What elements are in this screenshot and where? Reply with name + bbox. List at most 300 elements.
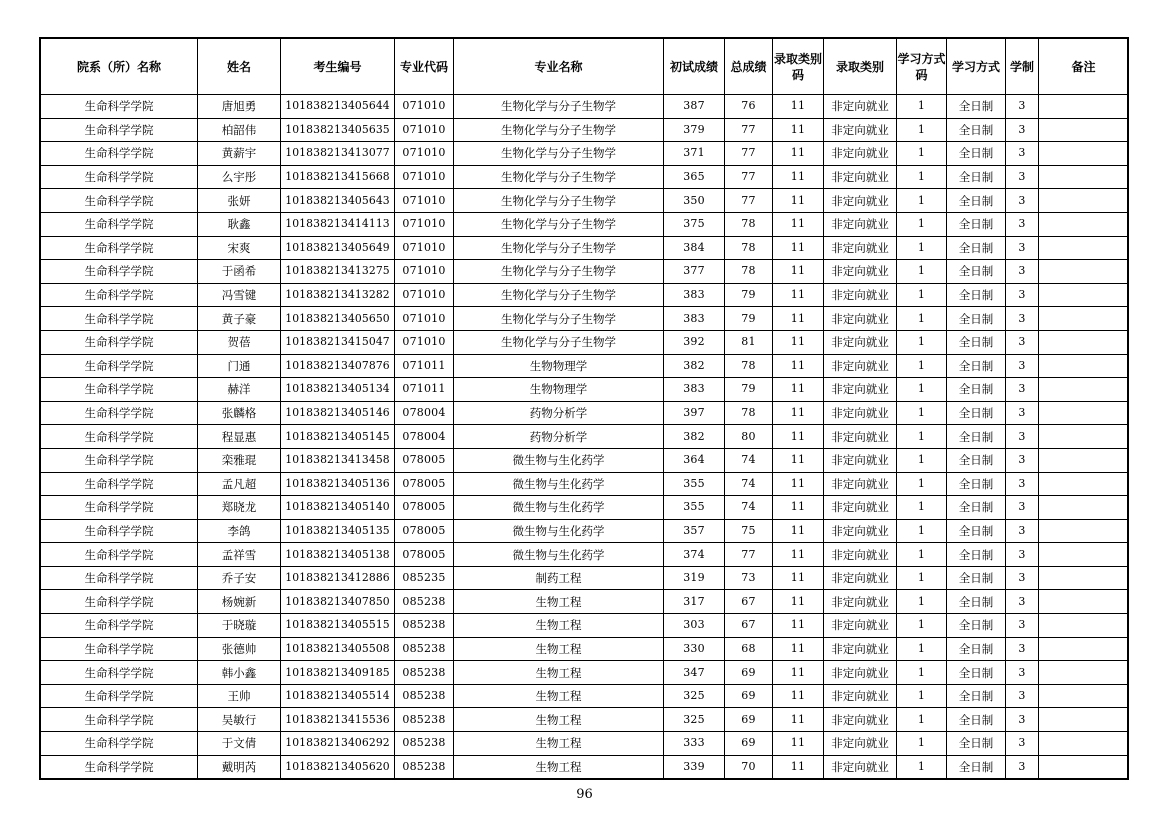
cell-prelim-score: 397 bbox=[664, 401, 725, 425]
cell-prelim-score: 365 bbox=[664, 165, 725, 189]
cell-major-name: 生物化学与分子生物学 bbox=[454, 260, 664, 284]
cell-admit-type-code: 11 bbox=[773, 732, 824, 756]
cell-remarks bbox=[1039, 708, 1129, 732]
cell-study-mode-code: 1 bbox=[897, 566, 947, 590]
cell-study-mode-code: 1 bbox=[897, 95, 947, 119]
cell-admit-type-code: 11 bbox=[773, 189, 824, 213]
cell-study-mode-code: 1 bbox=[897, 118, 947, 142]
cell-study-mode-code: 1 bbox=[897, 684, 947, 708]
cell-dept: 生命科学学院 bbox=[41, 283, 198, 307]
cell-major-name: 微生物与生化药学 bbox=[454, 448, 664, 472]
cell-total-score: 69 bbox=[725, 708, 773, 732]
cell-major-name: 生物工程 bbox=[454, 755, 664, 779]
cell-admit-type-code: 11 bbox=[773, 260, 824, 284]
cell-remarks bbox=[1039, 260, 1129, 284]
cell-name: 于文倩 bbox=[198, 732, 281, 756]
cell-duration: 3 bbox=[1006, 519, 1039, 543]
cell-total-score: 67 bbox=[725, 614, 773, 638]
table-row bbox=[41, 165, 1129, 189]
cell-dept: 生命科学学院 bbox=[41, 755, 198, 779]
cell-duration: 3 bbox=[1006, 590, 1039, 614]
cell-duration: 3 bbox=[1006, 401, 1039, 425]
cell-admit-type: 非定向就业 bbox=[824, 425, 897, 449]
cell-study-mode: 全日制 bbox=[947, 472, 1006, 496]
table-row bbox=[41, 189, 1129, 213]
cell-name: 孟祥雪 bbox=[198, 543, 281, 567]
cell-admit-type-code: 11 bbox=[773, 425, 824, 449]
cell-admit-type-code: 11 bbox=[773, 472, 824, 496]
cell-name: 冯雪键 bbox=[198, 283, 281, 307]
cell-study-mode: 全日制 bbox=[947, 448, 1006, 472]
cell-total-score: 79 bbox=[725, 307, 773, 331]
cell-major-name: 生物工程 bbox=[454, 684, 664, 708]
cell-dept: 生命科学学院 bbox=[41, 236, 198, 260]
col-header-admit-type: 录取类别 bbox=[824, 39, 897, 95]
cell-admit-type-code: 11 bbox=[773, 236, 824, 260]
cell-total-score: 78 bbox=[725, 236, 773, 260]
cell-major-code: 071010 bbox=[395, 165, 454, 189]
cell-dept: 生命科学学院 bbox=[41, 496, 198, 520]
cell-exam-id: 101838213405135 bbox=[281, 519, 395, 543]
cell-major-code: 078005 bbox=[395, 472, 454, 496]
cell-duration: 3 bbox=[1006, 142, 1039, 166]
table-row bbox=[41, 472, 1129, 496]
cell-duration: 3 bbox=[1006, 189, 1039, 213]
cell-duration: 3 bbox=[1006, 637, 1039, 661]
cell-exam-id: 101838213405514 bbox=[281, 684, 395, 708]
cell-name: 程显惠 bbox=[198, 425, 281, 449]
cell-admit-type: 非定向就业 bbox=[824, 708, 897, 732]
cell-total-score: 68 bbox=[725, 637, 773, 661]
cell-study-mode-code: 1 bbox=[897, 212, 947, 236]
table-row bbox=[41, 95, 1129, 119]
cell-total-score: 81 bbox=[725, 330, 773, 354]
cell-prelim-score: 364 bbox=[664, 448, 725, 472]
cell-study-mode-code: 1 bbox=[897, 708, 947, 732]
cell-admit-type-code: 11 bbox=[773, 590, 824, 614]
cell-name: 于晓璇 bbox=[198, 614, 281, 638]
cell-admit-type: 非定向就业 bbox=[824, 543, 897, 567]
cell-admit-type-code: 11 bbox=[773, 637, 824, 661]
cell-exam-id: 101838213409185 bbox=[281, 661, 395, 685]
cell-name: 于函希 bbox=[198, 260, 281, 284]
cell-name: 赫洋 bbox=[198, 378, 281, 402]
cell-study-mode: 全日制 bbox=[947, 260, 1006, 284]
cell-study-mode-code: 1 bbox=[897, 260, 947, 284]
cell-major-code: 078005 bbox=[395, 519, 454, 543]
cell-study-mode-code: 1 bbox=[897, 637, 947, 661]
cell-admit-type: 非定向就业 bbox=[824, 472, 897, 496]
cell-name: 李鸽 bbox=[198, 519, 281, 543]
cell-remarks bbox=[1039, 684, 1129, 708]
cell-exam-id: 101838213405650 bbox=[281, 307, 395, 331]
cell-study-mode: 全日制 bbox=[947, 590, 1006, 614]
table-row bbox=[41, 637, 1129, 661]
table-row bbox=[41, 543, 1129, 567]
cell-exam-id: 101838213405508 bbox=[281, 637, 395, 661]
cell-remarks bbox=[1039, 236, 1129, 260]
cell-major-name: 生物物理学 bbox=[454, 378, 664, 402]
cell-exam-id: 101838213405146 bbox=[281, 401, 395, 425]
cell-prelim-score: 325 bbox=[664, 684, 725, 708]
cell-major-code: 071010 bbox=[395, 212, 454, 236]
cell-name: 郑晓龙 bbox=[198, 496, 281, 520]
cell-admit-type-code: 11 bbox=[773, 661, 824, 685]
cell-total-score: 78 bbox=[725, 401, 773, 425]
cell-duration: 3 bbox=[1006, 732, 1039, 756]
cell-admit-type: 非定向就业 bbox=[824, 260, 897, 284]
cell-study-mode-code: 1 bbox=[897, 614, 947, 638]
cell-name: 贺蓓 bbox=[198, 330, 281, 354]
cell-major-name: 生物化学与分子生物学 bbox=[454, 307, 664, 331]
cell-major-name: 药物分析学 bbox=[454, 425, 664, 449]
cell-exam-id: 101838213412886 bbox=[281, 566, 395, 590]
col-header-major-name: 专业名称 bbox=[454, 39, 664, 95]
cell-major-name: 生物化学与分子生物学 bbox=[454, 118, 664, 142]
cell-study-mode-code: 1 bbox=[897, 401, 947, 425]
cell-admit-type-code: 11 bbox=[773, 354, 824, 378]
cell-dept: 生命科学学院 bbox=[41, 142, 198, 166]
cell-study-mode: 全日制 bbox=[947, 684, 1006, 708]
cell-name: 门通 bbox=[198, 354, 281, 378]
cell-total-score: 69 bbox=[725, 684, 773, 708]
cell-prelim-score: 379 bbox=[664, 118, 725, 142]
cell-prelim-score: 333 bbox=[664, 732, 725, 756]
cell-remarks bbox=[1039, 142, 1129, 166]
cell-total-score: 74 bbox=[725, 472, 773, 496]
table-row bbox=[41, 732, 1129, 756]
col-header-admit-type-code: 录取类别码 bbox=[773, 39, 824, 95]
cell-exam-id: 101838213415536 bbox=[281, 708, 395, 732]
cell-study-mode-code: 1 bbox=[897, 472, 947, 496]
cell-exam-id: 101838213405643 bbox=[281, 189, 395, 213]
cell-remarks bbox=[1039, 95, 1129, 119]
cell-study-mode: 全日制 bbox=[947, 142, 1006, 166]
cell-admit-type-code: 11 bbox=[773, 614, 824, 638]
table-row bbox=[41, 236, 1129, 260]
cell-remarks bbox=[1039, 448, 1129, 472]
cell-major-code: 071010 bbox=[395, 260, 454, 284]
cell-name: 韩小鑫 bbox=[198, 661, 281, 685]
table-row bbox=[41, 496, 1129, 520]
cell-admit-type: 非定向就业 bbox=[824, 165, 897, 189]
cell-prelim-score: 347 bbox=[664, 661, 725, 685]
cell-study-mode-code: 1 bbox=[897, 496, 947, 520]
cell-study-mode: 全日制 bbox=[947, 165, 1006, 189]
cell-admit-type: 非定向就业 bbox=[824, 684, 897, 708]
cell-admit-type: 非定向就业 bbox=[824, 236, 897, 260]
cell-exam-id: 101838213413275 bbox=[281, 260, 395, 284]
cell-study-mode: 全日制 bbox=[947, 283, 1006, 307]
cell-total-score: 77 bbox=[725, 189, 773, 213]
cell-name: 宋爽 bbox=[198, 236, 281, 260]
cell-admit-type: 非定向就业 bbox=[824, 614, 897, 638]
cell-dept: 生命科学学院 bbox=[41, 212, 198, 236]
cell-exam-id: 101838213413077 bbox=[281, 142, 395, 166]
cell-remarks bbox=[1039, 472, 1129, 496]
cell-study-mode: 全日制 bbox=[947, 354, 1006, 378]
cell-admit-type: 非定向就业 bbox=[824, 307, 897, 331]
cell-total-score: 75 bbox=[725, 519, 773, 543]
cell-duration: 3 bbox=[1006, 448, 1039, 472]
cell-name: 乔子安 bbox=[198, 566, 281, 590]
cell-major-code: 085238 bbox=[395, 614, 454, 638]
table-row bbox=[41, 755, 1129, 779]
cell-major-name: 生物工程 bbox=[454, 661, 664, 685]
cell-remarks bbox=[1039, 637, 1129, 661]
cell-prelim-score: 387 bbox=[664, 95, 725, 119]
admission-roster bbox=[40, 38, 1128, 779]
cell-study-mode-code: 1 bbox=[897, 661, 947, 685]
cell-total-score: 69 bbox=[725, 732, 773, 756]
cell-dept: 生命科学学院 bbox=[41, 566, 198, 590]
cell-remarks bbox=[1039, 590, 1129, 614]
table-row bbox=[41, 425, 1129, 449]
cell-admit-type: 非定向就业 bbox=[824, 590, 897, 614]
cell-name: 柏韶伟 bbox=[198, 118, 281, 142]
col-header-remarks: 备注 bbox=[1039, 39, 1129, 95]
table-body bbox=[41, 95, 1129, 779]
cell-name: 孟凡超 bbox=[198, 472, 281, 496]
cell-exam-id: 101838213405515 bbox=[281, 614, 395, 638]
table-row bbox=[41, 378, 1129, 402]
cell-major-code: 085238 bbox=[395, 732, 454, 756]
cell-study-mode: 全日制 bbox=[947, 401, 1006, 425]
cell-admit-type-code: 11 bbox=[773, 708, 824, 732]
cell-prelim-score: 383 bbox=[664, 283, 725, 307]
cell-major-name: 微生物与生化药学 bbox=[454, 519, 664, 543]
cell-dept: 生命科学学院 bbox=[41, 260, 198, 284]
col-header-study-mode: 学习方式 bbox=[947, 39, 1006, 95]
cell-prelim-score: 357 bbox=[664, 519, 725, 543]
cell-remarks bbox=[1039, 543, 1129, 567]
cell-remarks bbox=[1039, 354, 1129, 378]
cell-remarks bbox=[1039, 425, 1129, 449]
cell-total-score: 67 bbox=[725, 590, 773, 614]
cell-admit-type: 非定向就业 bbox=[824, 354, 897, 378]
cell-major-code: 085238 bbox=[395, 661, 454, 685]
cell-major-code: 071010 bbox=[395, 330, 454, 354]
cell-study-mode-code: 1 bbox=[897, 755, 947, 779]
cell-dept: 生命科学学院 bbox=[41, 354, 198, 378]
cell-admit-type-code: 11 bbox=[773, 401, 824, 425]
cell-major-name: 生物化学与分子生物学 bbox=[454, 95, 664, 119]
cell-exam-id: 101838213413458 bbox=[281, 448, 395, 472]
cell-study-mode: 全日制 bbox=[947, 95, 1006, 119]
table-row bbox=[41, 401, 1129, 425]
cell-major-name: 生物化学与分子生物学 bbox=[454, 283, 664, 307]
cell-remarks bbox=[1039, 165, 1129, 189]
cell-study-mode-code: 1 bbox=[897, 354, 947, 378]
cell-study-mode: 全日制 bbox=[947, 330, 1006, 354]
cell-total-score: 79 bbox=[725, 283, 773, 307]
cell-prelim-score: 319 bbox=[664, 566, 725, 590]
cell-total-score: 73 bbox=[725, 566, 773, 590]
col-header-major-code: 专业代码 bbox=[395, 39, 454, 95]
cell-exam-id: 101838213405635 bbox=[281, 118, 395, 142]
cell-name: 张德帅 bbox=[198, 637, 281, 661]
cell-study-mode: 全日制 bbox=[947, 425, 1006, 449]
cell-dept: 生命科学学院 bbox=[41, 189, 198, 213]
cell-duration: 3 bbox=[1006, 755, 1039, 779]
cell-major-code: 085238 bbox=[395, 590, 454, 614]
cell-major-name: 生物工程 bbox=[454, 732, 664, 756]
cell-prelim-score: 382 bbox=[664, 425, 725, 449]
cell-dept: 生命科学学院 bbox=[41, 708, 198, 732]
cell-prelim-score: 355 bbox=[664, 496, 725, 520]
cell-remarks bbox=[1039, 614, 1129, 638]
cell-study-mode-code: 1 bbox=[897, 330, 947, 354]
cell-major-code: 071010 bbox=[395, 283, 454, 307]
cell-admit-type: 非定向就业 bbox=[824, 401, 897, 425]
cell-duration: 3 bbox=[1006, 118, 1039, 142]
table-row bbox=[41, 448, 1129, 472]
cell-study-mode: 全日制 bbox=[947, 118, 1006, 142]
cell-study-mode-code: 1 bbox=[897, 307, 947, 331]
cell-name: 王帅 bbox=[198, 684, 281, 708]
cell-dept: 生命科学学院 bbox=[41, 448, 198, 472]
cell-study-mode-code: 1 bbox=[897, 590, 947, 614]
col-header-dept: 院系（所）名称 bbox=[41, 39, 198, 95]
cell-prelim-score: 382 bbox=[664, 354, 725, 378]
cell-admit-type-code: 11 bbox=[773, 543, 824, 567]
cell-major-name: 药物分析学 bbox=[454, 401, 664, 425]
cell-remarks bbox=[1039, 519, 1129, 543]
cell-admit-type: 非定向就业 bbox=[824, 189, 897, 213]
cell-prelim-score: 325 bbox=[664, 708, 725, 732]
cell-duration: 3 bbox=[1006, 330, 1039, 354]
cell-admit-type: 非定向就业 bbox=[824, 566, 897, 590]
cell-name: 黄子豪 bbox=[198, 307, 281, 331]
cell-total-score: 70 bbox=[725, 755, 773, 779]
table-row bbox=[41, 142, 1129, 166]
cell-admit-type-code: 11 bbox=[773, 283, 824, 307]
cell-dept: 生命科学学院 bbox=[41, 307, 198, 331]
col-header-duration: 学制 bbox=[1006, 39, 1039, 95]
cell-duration: 3 bbox=[1006, 614, 1039, 638]
cell-prelim-score: 350 bbox=[664, 189, 725, 213]
cell-admit-type-code: 11 bbox=[773, 95, 824, 119]
cell-study-mode: 全日制 bbox=[947, 637, 1006, 661]
cell-study-mode: 全日制 bbox=[947, 755, 1006, 779]
cell-major-code: 085235 bbox=[395, 566, 454, 590]
cell-admit-type-code: 11 bbox=[773, 118, 824, 142]
table-row bbox=[41, 354, 1129, 378]
cell-study-mode-code: 1 bbox=[897, 543, 947, 567]
cell-remarks bbox=[1039, 378, 1129, 402]
table-row bbox=[41, 661, 1129, 685]
cell-prelim-score: 317 bbox=[664, 590, 725, 614]
cell-study-mode-code: 1 bbox=[897, 448, 947, 472]
cell-major-code: 078004 bbox=[395, 425, 454, 449]
cell-prelim-score: 339 bbox=[664, 755, 725, 779]
cell-exam-id: 101838213405138 bbox=[281, 543, 395, 567]
cell-admit-type: 非定向就业 bbox=[824, 330, 897, 354]
cell-exam-id: 101838213406292 bbox=[281, 732, 395, 756]
table-row bbox=[41, 307, 1129, 331]
cell-study-mode-code: 1 bbox=[897, 236, 947, 260]
cell-study-mode: 全日制 bbox=[947, 236, 1006, 260]
cell-major-code: 071010 bbox=[395, 95, 454, 119]
cell-remarks bbox=[1039, 566, 1129, 590]
cell-major-code: 078004 bbox=[395, 401, 454, 425]
cell-major-code: 078005 bbox=[395, 496, 454, 520]
cell-remarks bbox=[1039, 307, 1129, 331]
cell-prelim-score: 371 bbox=[664, 142, 725, 166]
cell-major-name: 生物化学与分子生物学 bbox=[454, 189, 664, 213]
cell-prelim-score: 383 bbox=[664, 307, 725, 331]
cell-major-name: 生物化学与分子生物学 bbox=[454, 142, 664, 166]
cell-major-name: 微生物与生化药学 bbox=[454, 496, 664, 520]
cell-total-score: 77 bbox=[725, 165, 773, 189]
cell-prelim-score: 384 bbox=[664, 236, 725, 260]
cell-admit-type: 非定向就业 bbox=[824, 755, 897, 779]
cell-prelim-score: 377 bbox=[664, 260, 725, 284]
page-number: 96 bbox=[576, 787, 593, 802]
cell-total-score: 77 bbox=[725, 118, 773, 142]
table-row bbox=[41, 118, 1129, 142]
cell-duration: 3 bbox=[1006, 165, 1039, 189]
cell-total-score: 74 bbox=[725, 496, 773, 520]
cell-admit-type: 非定向就业 bbox=[824, 212, 897, 236]
cell-study-mode-code: 1 bbox=[897, 283, 947, 307]
cell-exam-id: 101838213405620 bbox=[281, 755, 395, 779]
cell-prelim-score: 374 bbox=[664, 543, 725, 567]
cell-study-mode: 全日制 bbox=[947, 307, 1006, 331]
cell-admit-type: 非定向就业 bbox=[824, 496, 897, 520]
cell-exam-id: 101838213415047 bbox=[281, 330, 395, 354]
cell-admit-type-code: 11 bbox=[773, 142, 824, 166]
cell-major-code: 071011 bbox=[395, 378, 454, 402]
cell-study-mode-code: 1 bbox=[897, 165, 947, 189]
cell-major-name: 生物工程 bbox=[454, 637, 664, 661]
cell-admit-type-code: 11 bbox=[773, 755, 824, 779]
col-header-exam-id: 考生编号 bbox=[281, 39, 395, 95]
col-header-name: 姓名 bbox=[198, 39, 281, 95]
cell-duration: 3 bbox=[1006, 95, 1039, 119]
cell-admit-type-code: 11 bbox=[773, 330, 824, 354]
header-row bbox=[41, 39, 1129, 95]
cell-admit-type-code: 11 bbox=[773, 684, 824, 708]
cell-dept: 生命科学学院 bbox=[41, 637, 198, 661]
cell-dept: 生命科学学院 bbox=[41, 732, 198, 756]
cell-remarks bbox=[1039, 496, 1129, 520]
cell-admit-type: 非定向就业 bbox=[824, 637, 897, 661]
cell-total-score: 78 bbox=[725, 354, 773, 378]
cell-major-name: 生物工程 bbox=[454, 708, 664, 732]
cell-admit-type: 非定向就业 bbox=[824, 448, 897, 472]
cell-study-mode: 全日制 bbox=[947, 661, 1006, 685]
table-row bbox=[41, 614, 1129, 638]
cell-prelim-score: 383 bbox=[664, 378, 725, 402]
table-row bbox=[41, 708, 1129, 732]
cell-major-code: 085238 bbox=[395, 637, 454, 661]
cell-dept: 生命科学学院 bbox=[41, 684, 198, 708]
cell-total-score: 77 bbox=[725, 543, 773, 567]
cell-major-name: 生物化学与分子生物学 bbox=[454, 330, 664, 354]
table-row bbox=[41, 330, 1129, 354]
cell-duration: 3 bbox=[1006, 236, 1039, 260]
cell-dept: 生命科学学院 bbox=[41, 472, 198, 496]
cell-major-name: 生物工程 bbox=[454, 590, 664, 614]
cell-dept: 生命科学学院 bbox=[41, 543, 198, 567]
cell-major-name: 生物化学与分子生物学 bbox=[454, 212, 664, 236]
admission-table bbox=[40, 38, 1129, 779]
cell-dept: 生命科学学院 bbox=[41, 165, 198, 189]
cell-remarks bbox=[1039, 118, 1129, 142]
cell-major-code: 071010 bbox=[395, 142, 454, 166]
cell-dept: 生命科学学院 bbox=[41, 661, 198, 685]
